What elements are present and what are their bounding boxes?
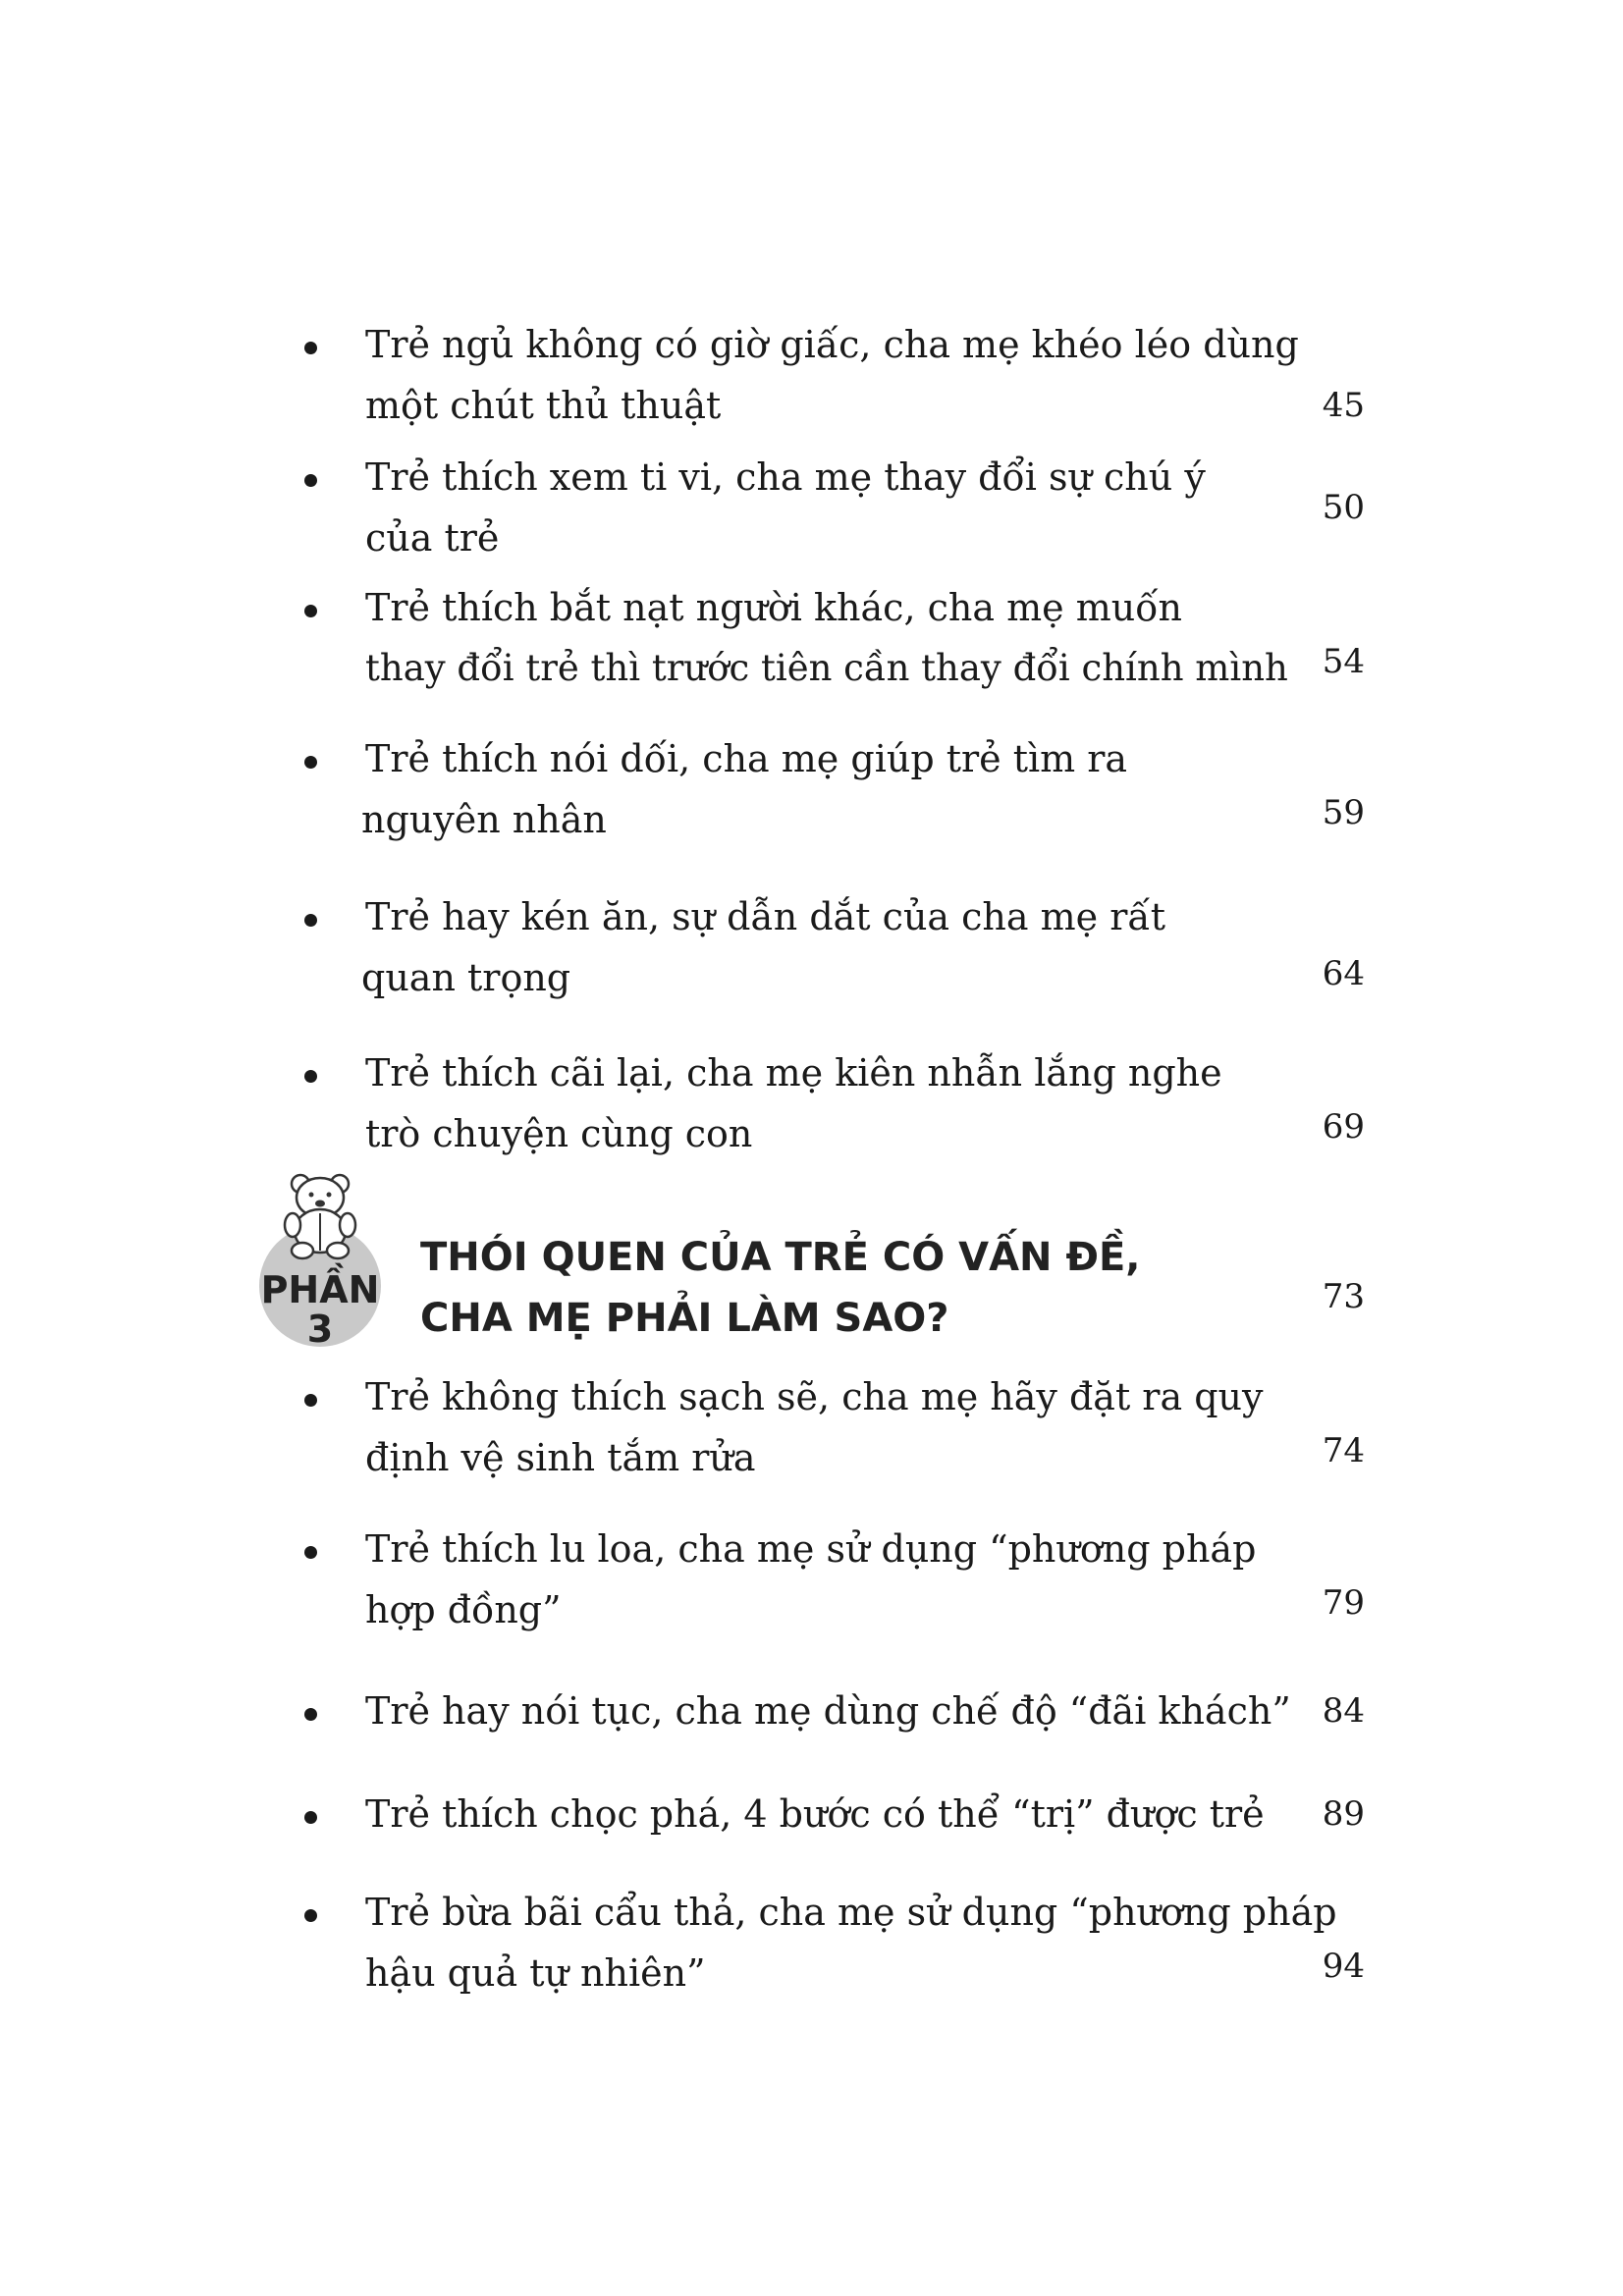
bullet-icon [304, 1708, 317, 1721]
part-label: PHẦN [260, 1268, 380, 1311]
toc-entry[interactable] [295, 1042, 1365, 1160]
bullet-icon [304, 1811, 317, 1824]
toc-entry-line1: Trẻ bừa bãi cẩu thả, cha mẹ sử dụng “phương pháp [365, 1891, 1337, 1934]
toc-page-number: 89 [1322, 1794, 1365, 1834]
toc-entry-line2: nguyên nhân [361, 798, 607, 841]
toc-entry-line2: định vệ sinh tắm rửa [365, 1436, 756, 1479]
toc-entry[interactable] [295, 1882, 1365, 2000]
toc-entry-line1: Trẻ thích lu loa, cha mẹ sử dụng “phương pháp [365, 1527, 1257, 1571]
toc-entry-line2: trò chuyện cùng con [365, 1112, 753, 1155]
toc-page-number: 64 [1322, 954, 1365, 993]
bullet-icon [304, 342, 317, 354]
toc-entry[interactable] [295, 314, 1365, 432]
bullet-icon [304, 914, 317, 927]
part-title-line1: THÓI QUEN CỦA TRẺ CÓ VẤN ĐỀ, [420, 1235, 1141, 1280]
toc-entry[interactable] [295, 728, 1365, 846]
toc-entry-line2: của trẻ [365, 516, 500, 560]
toc-page-number: 74 [1322, 1431, 1365, 1470]
toc-entry[interactable] [295, 1519, 1365, 1636]
toc-page-number: 94 [1322, 1947, 1365, 1986]
toc-entry-line1: Trẻ hay nói tục, cha mẹ dùng chế độ “đãi khách” [365, 1689, 1291, 1733]
bullet-icon [304, 1909, 317, 1922]
bullet-icon [304, 605, 317, 617]
toc-entry-line1: Trẻ thích nói dối, cha mẹ giúp trẻ tìm ra [365, 737, 1128, 780]
toc-entry-line1: Trẻ không thích sạch sẽ, cha mẹ hãy đặt ra quy [365, 1375, 1264, 1418]
toc-entry[interactable] [295, 1681, 1365, 1741]
toc-page-number: 69 [1322, 1107, 1365, 1147]
bullet-icon [304, 1394, 317, 1407]
toc-entry[interactable] [295, 577, 1365, 695]
toc-entry-line2: thay đổi trẻ thì trước tiên cần thay đổi chính mình [365, 647, 1288, 689]
toc-entry-line1: Trẻ thích bắt nạt người khác, cha mẹ muốn [365, 586, 1182, 629]
toc-page-number: 79 [1322, 1583, 1365, 1623]
toc-page-number: 59 [1322, 793, 1365, 832]
toc-entry[interactable] [295, 886, 1365, 1004]
toc-entry-line1: Trẻ thích cãi lại, cha mẹ kiên nhẫn lắng nghe [365, 1051, 1222, 1095]
toc-entry-line2: một chút thủ thuật [365, 384, 722, 427]
part-title-line2: CHA MẸ PHẢI LÀM SAO? [420, 1296, 949, 1341]
toc-page-number: 50 [1322, 488, 1365, 527]
bullet-icon [304, 1546, 317, 1559]
bullet-icon [304, 1070, 317, 1083]
toc-entry[interactable] [295, 1366, 1365, 1484]
toc-page-number: 84 [1322, 1691, 1365, 1731]
toc-entry[interactable] [295, 1784, 1365, 1844]
toc-entry-line1: Trẻ ngủ không có giờ giấc, cha mẹ khéo léo dùng [365, 323, 1299, 366]
toc-entry-line2: hợp đồng” [365, 1588, 562, 1631]
bullet-icon [304, 756, 317, 769]
part-number: 3 [306, 1308, 334, 1351]
toc-entry-line2: hậu quả tự nhiên” [365, 1951, 706, 1995]
toc-entry-line1: Trẻ thích chọc phá, 4 bước có thể “trị” được trẻ [365, 1792, 1265, 1836]
toc-entry-line1: Trẻ hay kén ăn, sự dẫn dắt của cha mẹ rất [365, 895, 1165, 938]
part-badge [257, 1164, 383, 1353]
toc-entry-line1: Trẻ thích xem ti vi, cha mẹ thay đổi sự chú ý [365, 455, 1206, 499]
toc-entry-line2: quan trọng [361, 956, 571, 999]
toc-entry[interactable] [295, 447, 1365, 564]
toc-page-number: 54 [1322, 642, 1365, 681]
bullet-icon [304, 474, 317, 487]
toc-page-number: 45 [1322, 386, 1365, 425]
toc-page-number: 73 [1322, 1277, 1365, 1316]
